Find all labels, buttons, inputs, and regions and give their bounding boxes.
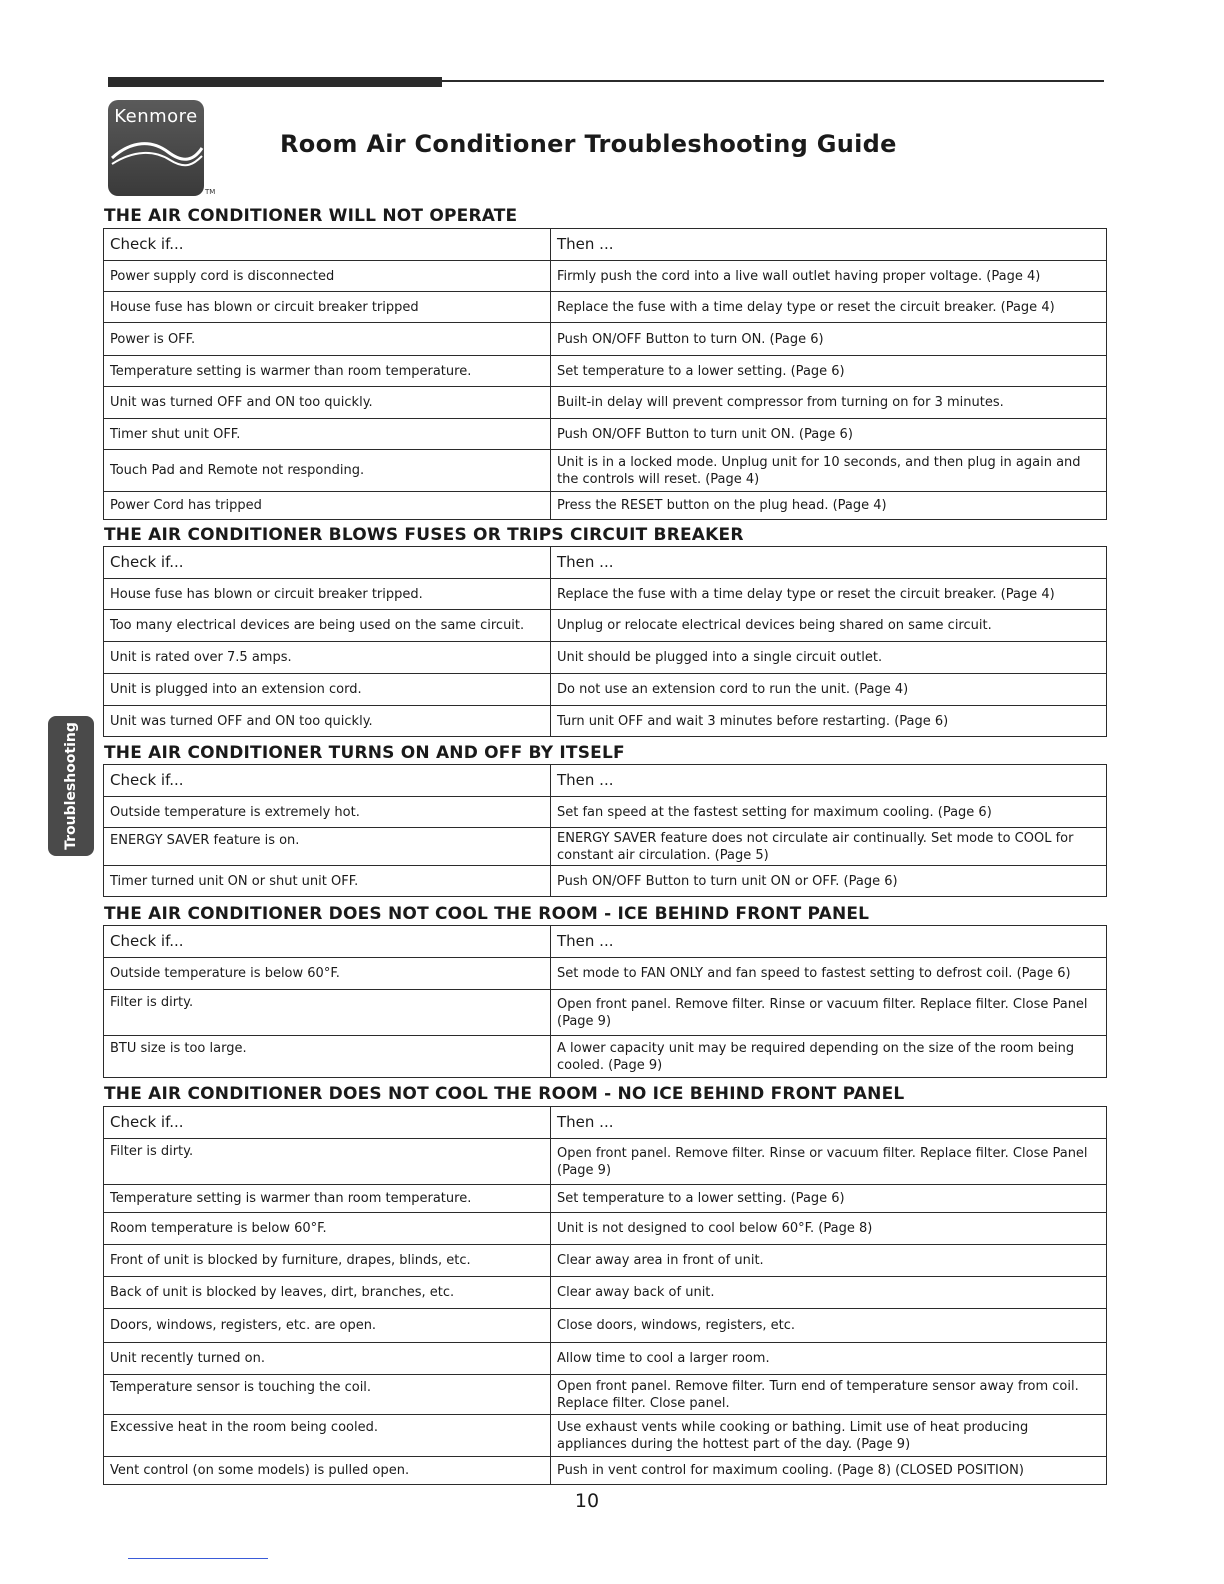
- column-header-check: Check if...: [104, 1107, 551, 1139]
- then-cell: Press the RESET button on the plug head. (Page 4): [551, 492, 1107, 520]
- table-row: [104, 1343, 1107, 1375]
- check-cell: Power supply cord is disconnected: [104, 261, 551, 292]
- check-cell: Power Cord has tripped: [104, 492, 551, 520]
- then-cell: Built-in delay will prevent compressor from turning on for 3 minutes.: [551, 387, 1107, 419]
- then-cell: Use exhaust vents while cooking or bathing. Limit use of heat producing appliances during the hottest part of the day. (Page 9): [551, 1415, 1107, 1457]
- table-row: [104, 1277, 1107, 1309]
- logo-wordmark: Kenmore: [114, 106, 198, 127]
- check-cell: Room temperature is below 60°F.: [104, 1213, 551, 1245]
- table-row: [104, 387, 1107, 419]
- table-header-row: [104, 765, 1107, 797]
- then-cell: Set mode to FAN ONLY and fan speed to fastest setting to defrost coil. (Page 6): [551, 958, 1107, 990]
- table-row: [104, 1245, 1107, 1277]
- check-cell: Excessive heat in the room being cooled.: [104, 1415, 551, 1457]
- check-cell: Unit was turned OFF and ON too quickly.: [104, 387, 551, 419]
- then-cell: Unit should be plugged into a single circuit outlet.: [551, 642, 1107, 674]
- table-header-row: [104, 229, 1107, 261]
- check-cell: Outside temperature is below 60°F.: [104, 958, 551, 990]
- then-cell: Firmly push the cord into a live wall outlet having proper voltage. (Page 4): [551, 261, 1107, 292]
- section-heading: THE AIR CONDITIONER BLOWS FUSES OR TRIPS CIRCUIT BREAKER: [104, 525, 744, 545]
- check-cell: Timer shut unit OFF.: [104, 419, 551, 450]
- table-header-row: [104, 1107, 1107, 1139]
- then-cell: Push in vent control for maximum cooling. (Page 8) (CLOSED POSITION): [551, 1457, 1107, 1485]
- check-cell: House fuse has blown or circuit breaker tripped.: [104, 579, 551, 610]
- then-cell: A lower capacity unit may be required depending on the size of the room being cooled. (Page 9): [551, 1036, 1107, 1078]
- check-cell: Back of unit is blocked by leaves, dirt, branches, etc.: [104, 1277, 551, 1309]
- column-header-check: Check if...: [104, 926, 551, 958]
- check-cell: BTU size is too large.: [104, 1036, 551, 1078]
- troubleshooting-table: [103, 925, 1107, 1078]
- then-cell: Set fan speed at the fastest setting for maximum cooling. (Page 6): [551, 797, 1107, 828]
- then-cell: Set temperature to a lower setting. (Page 6): [551, 1185, 1107, 1213]
- header-rule-thin: [442, 80, 1104, 82]
- check-cell: ENERGY SAVER feature is on.: [104, 828, 551, 866]
- table-row: [104, 1375, 1107, 1415]
- section-heading: THE AIR CONDITIONER WILL NOT OPERATE: [104, 206, 518, 226]
- table-row: [104, 356, 1107, 387]
- column-header-then: Then ...: [551, 547, 1107, 579]
- table-row: [104, 1139, 1107, 1185]
- check-cell: Outside temperature is extremely hot.: [104, 797, 551, 828]
- column-header-check: Check if...: [104, 229, 551, 261]
- then-cell: Unplug or relocate electrical devices being shared on same circuit.: [551, 610, 1107, 642]
- then-cell: Unit is in a locked mode. Unplug unit for 10 seconds, and then plug in again and the controls will reset. (Page 4): [551, 450, 1107, 492]
- check-cell: House fuse has blown or circuit breaker tripped: [104, 292, 551, 323]
- then-cell: Push ON/OFF Button to turn unit ON. (Page 6): [551, 419, 1107, 450]
- side-tab-label: Troubleshooting: [63, 722, 79, 850]
- check-cell: Unit is plugged into an extension cord.: [104, 674, 551, 706]
- check-cell: Unit was turned OFF and ON too quickly.: [104, 706, 551, 737]
- table-row: [104, 797, 1107, 828]
- then-cell: Allow time to cool a larger room.: [551, 1343, 1107, 1375]
- check-cell: Temperature sensor is touching the coil.: [104, 1375, 551, 1415]
- troubleshooting-table: [103, 1106, 1107, 1485]
- table-row: [104, 642, 1107, 674]
- table-row: [104, 1036, 1107, 1078]
- table-row: [104, 323, 1107, 356]
- table-row: [104, 958, 1107, 990]
- column-header-check: Check if...: [104, 765, 551, 797]
- then-cell: Clear away area in front of unit.: [551, 1245, 1107, 1277]
- table-row: [104, 261, 1107, 292]
- table-row: [104, 706, 1107, 737]
- check-cell: Power is OFF.: [104, 323, 551, 356]
- table-row: [104, 674, 1107, 706]
- check-cell: Filter is dirty.: [104, 1139, 551, 1185]
- column-header-then: Then ...: [551, 926, 1107, 958]
- trademark-mark: TM: [205, 188, 216, 196]
- then-cell: Turn unit OFF and wait 3 minutes before restarting. (Page 6): [551, 706, 1107, 737]
- table-row: [104, 492, 1107, 520]
- page-number: 10: [574, 1490, 600, 1512]
- then-cell: Push ON/OFF Button to turn ON. (Page 6): [551, 323, 1107, 356]
- section-heading: THE AIR CONDITIONER TURNS ON AND OFF BY ITSELF: [104, 743, 625, 763]
- logo-swoosh-icon: [108, 134, 204, 174]
- table-header-row: [104, 926, 1107, 958]
- table-row: [104, 990, 1107, 1036]
- table-row: [104, 292, 1107, 323]
- table-row: [104, 579, 1107, 610]
- table-row: [104, 866, 1107, 897]
- troubleshooting-table: [103, 228, 1107, 520]
- check-cell: Front of unit is blocked by furniture, drapes, blinds, etc.: [104, 1245, 551, 1277]
- then-cell: Close doors, windows, registers, etc.: [551, 1309, 1107, 1343]
- table-row: [104, 1185, 1107, 1213]
- then-cell: Clear away back of unit.: [551, 1277, 1107, 1309]
- section-heading: THE AIR CONDITIONER DOES NOT COOL THE ROOM - NO ICE BEHIND FRONT PANEL: [104, 1084, 905, 1104]
- table-row: [104, 828, 1107, 866]
- then-cell: ENERGY SAVER feature does not circulate air continually. Set mode to COOL for constant air circulation. (Page 5): [551, 828, 1107, 866]
- table-row: [104, 450, 1107, 492]
- then-cell: Do not use an extension cord to run the unit. (Page 4): [551, 674, 1107, 706]
- table-row: [104, 1213, 1107, 1245]
- table-row: [104, 1309, 1107, 1343]
- kenmore-logo: [108, 100, 204, 196]
- column-header-then: Then ...: [551, 1107, 1107, 1139]
- then-cell: Open front panel. Remove filter. Rinse or vacuum filter. Replace filter. Close Panel (Page 9): [551, 990, 1107, 1036]
- footer-rule: [128, 1558, 268, 1559]
- header-rule-thick: [108, 77, 442, 87]
- column-header-check: Check if...: [104, 547, 551, 579]
- then-cell: Unit is not designed to cool below 60°F. (Page 8): [551, 1213, 1107, 1245]
- section-heading: THE AIR CONDITIONER DOES NOT COOL THE ROOM - ICE BEHIND FRONT PANEL: [104, 904, 870, 924]
- check-cell: Touch Pad and Remote not responding.: [104, 450, 551, 492]
- check-cell: Timer turned unit ON or shut unit OFF.: [104, 866, 551, 897]
- check-cell: Unit is rated over 7.5 amps.: [104, 642, 551, 674]
- troubleshooting-table: [103, 546, 1107, 737]
- table-header-row: [104, 547, 1107, 579]
- check-cell: Temperature setting is warmer than room temperature.: [104, 356, 551, 387]
- then-cell: Replace the fuse with a time delay type or reset the circuit breaker. (Page 4): [551, 579, 1107, 610]
- check-cell: Temperature setting is warmer than room temperature.: [104, 1185, 551, 1213]
- table-row: [104, 1415, 1107, 1457]
- check-cell: Too many electrical devices are being used on the same circuit.: [104, 610, 551, 642]
- then-cell: Replace the fuse with a time delay type or reset the circuit breaker. (Page 4): [551, 292, 1107, 323]
- check-cell: Filter is dirty.: [104, 990, 551, 1036]
- table-row: [104, 1457, 1107, 1485]
- troubleshooting-table: [103, 764, 1107, 897]
- check-cell: Unit recently turned on.: [104, 1343, 551, 1375]
- column-header-then: Then ...: [551, 765, 1107, 797]
- then-cell: Set temperature to a lower setting. (Page 6): [551, 356, 1107, 387]
- then-cell: Open front panel. Remove filter. Rinse or vacuum filter. Replace filter. Close Panel (Page 9): [551, 1139, 1107, 1185]
- check-cell: Doors, windows, registers, etc. are open.: [104, 1309, 551, 1343]
- page-title: Room Air Conditioner Troubleshooting Guide: [280, 130, 897, 158]
- table-row: [104, 419, 1107, 450]
- then-cell: Push ON/OFF Button to turn unit ON or OFF. (Page 6): [551, 866, 1107, 897]
- check-cell: Vent control (on some models) is pulled open.: [104, 1457, 551, 1485]
- column-header-then: Then ...: [551, 229, 1107, 261]
- then-cell: Open front panel. Remove filter. Turn end of temperature sensor away from coil. Replace filter. Close panel.: [551, 1375, 1107, 1415]
- table-row: [104, 610, 1107, 642]
